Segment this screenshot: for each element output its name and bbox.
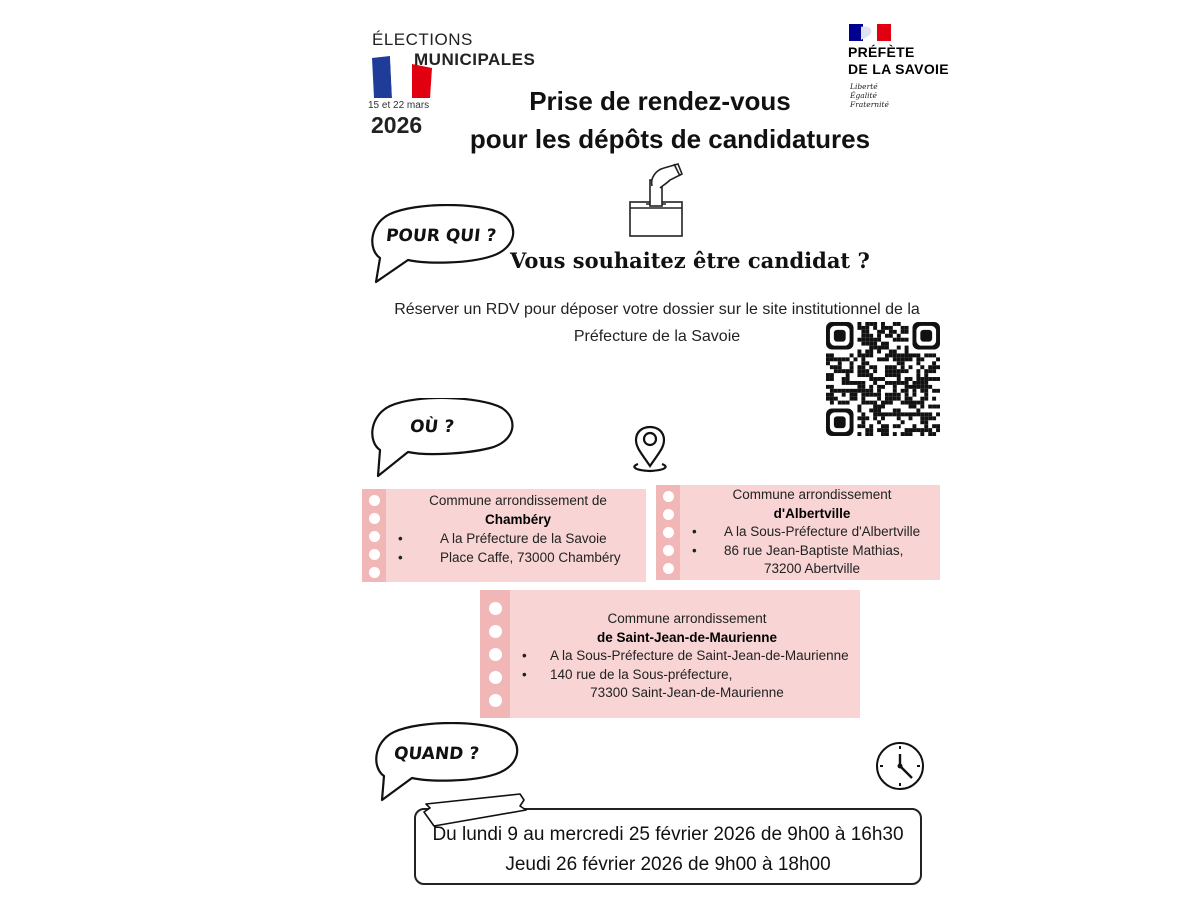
location-postcode: 73200 Abertville <box>763 561 861 576</box>
election-dates: 15 et 22 mars <box>368 100 430 111</box>
location-bullet: • Place Caffe, 73000 Chambéry <box>396 548 640 567</box>
logo-line-municipales: MUNICIPALES <box>414 50 536 69</box>
section-label-pour-qui: POUR QUI ? <box>384 226 498 246</box>
location-name: d'Albertville <box>773 505 851 521</box>
location-postcode: 73300 Saint-Jean-de-Maurienne <box>590 685 784 700</box>
ballot-box-icon <box>626 160 688 240</box>
location-name: de Saint-Jean-de-Maurienne <box>596 629 778 645</box>
speech-bubble-pour-qui <box>368 204 518 284</box>
qr-code-icon[interactable] <box>826 322 940 436</box>
tape-decoration <box>420 792 530 828</box>
location-note-chambery <box>362 489 646 582</box>
location-note-maurienne <box>480 590 860 718</box>
date-line2: Jeudi 26 février 2026 de 9h00 à 18h00 <box>505 854 831 875</box>
location-name: Chambéry <box>484 512 552 527</box>
location-bullet: • A la Sous-Préfecture d'Albertville <box>690 523 934 542</box>
location-heading: Commune arrondissement de <box>429 493 607 508</box>
location-note-albertville <box>656 485 940 580</box>
logo-line-elections: ÉLECTIONS <box>372 30 473 49</box>
section-label-quand: QUAND ? <box>392 744 481 764</box>
motto-fraternite: Fraternité <box>850 100 889 109</box>
speech-bubble-quand <box>372 722 522 802</box>
location-bullet: • A la Préfecture de la Savoie <box>396 529 640 548</box>
motto-liberte: Liberté <box>850 82 878 91</box>
page-title-line1: Prise de rendez-vous <box>529 86 791 116</box>
republic-motto <box>850 82 889 109</box>
info-line1: Réserver un RDV pour déposer votre dossier sur le site institutionnel de la <box>394 301 920 318</box>
marianne-flag-icon <box>849 24 891 46</box>
motto-egalite: Égalité <box>850 91 877 100</box>
prefecture-savoie-logo <box>846 22 966 117</box>
location-bullet: • 140 rue de la Sous-préfecture, <box>520 666 854 685</box>
location-heading: Commune arrondissement <box>732 487 892 502</box>
location-bullet: • 86 rue Jean-Baptiste Mathias, <box>690 542 934 561</box>
page-title-line2: pour les dépôts de candidatures <box>469 124 871 154</box>
location-bullet: • A la Sous-Préfecture de Saint-Jean-de-Maurienne <box>520 647 854 666</box>
info-line2: Préfecture de la Savoie <box>573 328 741 345</box>
date-line1: Du lundi 9 au mercredi 25 février 2026 de 9h00 à 16h30 <box>432 824 904 845</box>
election-year: 2026 <box>371 112 423 138</box>
location-pin-icon <box>630 424 670 474</box>
prefecture-name-line2: DE LA SAVOIE <box>848 61 949 77</box>
candidate-question: Vous souhaitez être candidat ? <box>510 248 870 273</box>
section-label-ou: OÙ ? <box>408 417 456 437</box>
location-heading: Commune arrondissement <box>607 611 767 626</box>
prefecture-name-line1: PRÉFÈTE <box>848 44 915 60</box>
clock-icon <box>874 740 926 792</box>
speech-bubble-ou <box>368 398 518 478</box>
